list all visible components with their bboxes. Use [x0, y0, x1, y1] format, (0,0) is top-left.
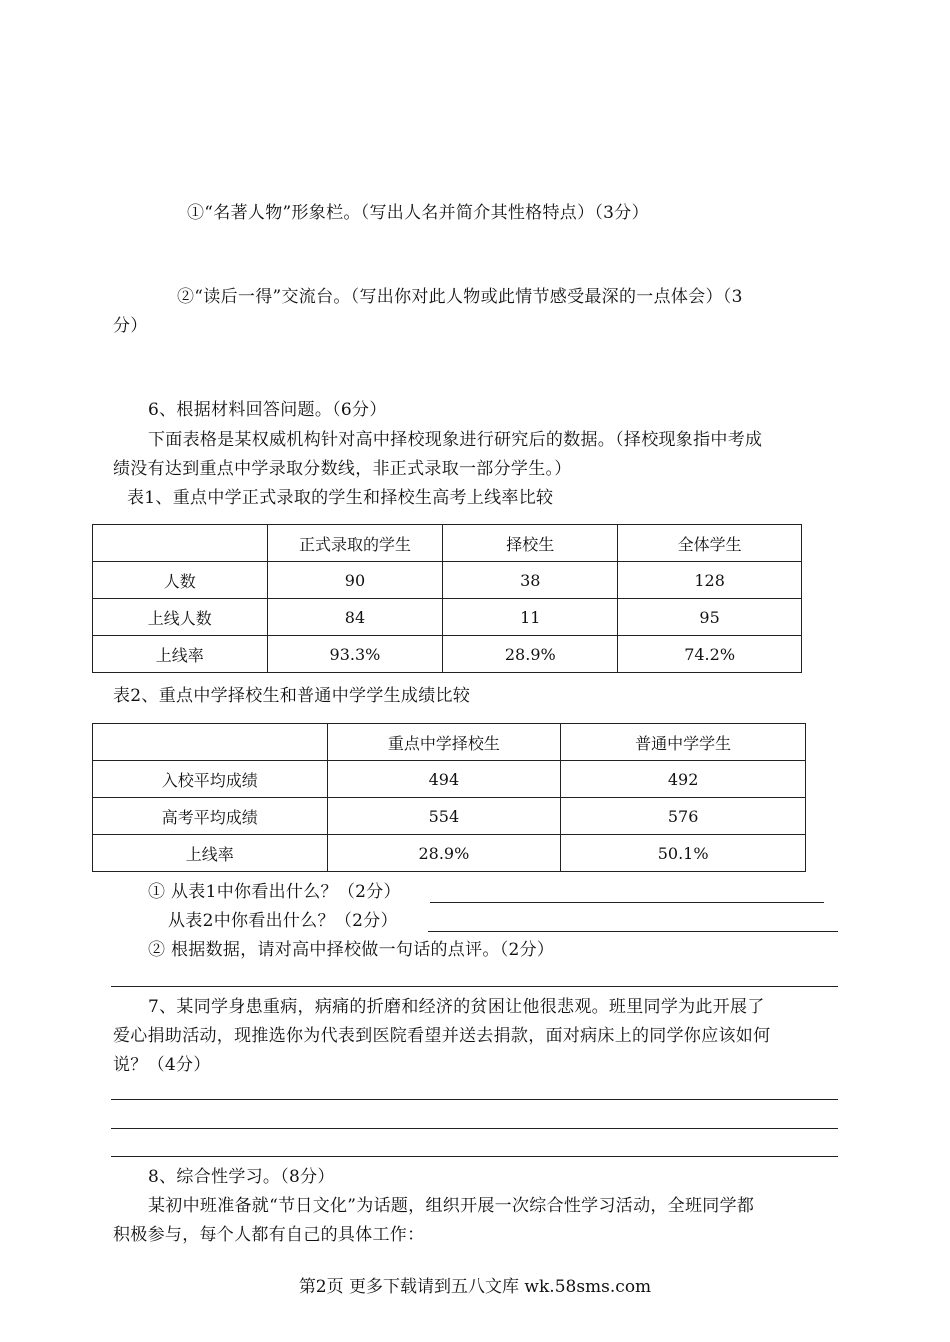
answer-line[interactable]	[428, 931, 838, 932]
table-cell: 人数	[93, 562, 268, 599]
table-cell: 上线人数	[93, 599, 268, 636]
table-cell: 84	[267, 599, 443, 636]
q5-item1: ①“名著人物”形象栏。（写出人名并简介其性格特点）（3分）	[187, 203, 649, 223]
table-cell: 554	[327, 798, 561, 835]
table-row	[93, 599, 802, 636]
table-cell: 576	[561, 798, 806, 835]
table-cell: 95	[618, 599, 802, 636]
q6-sub1b: 从表2中你看出什么？（2分）	[168, 911, 398, 931]
q6-title: 6、根据材料回答问题。（6分）	[148, 400, 387, 420]
q6-sub2: ② 根据数据，请对高中择校做一句话的点评。（2分）	[148, 940, 555, 960]
answer-line[interactable]	[111, 1099, 838, 1100]
q5-item2-line2: 分）	[113, 316, 148, 336]
q6-intro-line2: 绩没有达到重点中学录取分数线，非正式录取一部分学生。）	[113, 459, 572, 479]
table-cell: 128	[618, 562, 802, 599]
table-cell: 高考平均成绩	[93, 798, 328, 835]
answer-line[interactable]	[430, 902, 824, 903]
table-header-cell: 全体学生	[618, 525, 802, 562]
table-header-cell: 择校生	[443, 525, 618, 562]
table-header-cell	[93, 724, 328, 761]
table-cell: 93.3%	[267, 636, 443, 673]
table-row	[93, 835, 806, 872]
table1-header-row	[93, 525, 802, 562]
table-row	[93, 562, 802, 599]
table-cell: 90	[267, 562, 443, 599]
table-cell: 上线率	[93, 636, 268, 673]
table1-caption: 表1、重点中学正式录取的学生和择校生高考上线率比较	[127, 488, 554, 508]
table2-caption: 表2、重点中学择校生和普通中学学生成绩比较	[113, 686, 471, 706]
answer-line[interactable]	[111, 986, 838, 987]
table-row	[93, 798, 806, 835]
table-cell: 入校平均成绩	[93, 761, 328, 798]
q7-line2: 爱心捐助活动，现推选你为代表到医院看望并送去捐款，面对病床上的同学你应该如何	[113, 1026, 771, 1046]
answer-line[interactable]	[111, 1128, 838, 1129]
table-cell: 492	[561, 761, 806, 798]
table-row	[93, 761, 806, 798]
table2	[92, 723, 806, 872]
table-cell: 28.9%	[443, 636, 618, 673]
table-header-cell: 普通中学学生	[561, 724, 806, 761]
table1	[92, 524, 802, 673]
table-header-cell: 重点中学择校生	[327, 724, 561, 761]
q5-item2-line1: ②“读后一得”交流台。（写出你对此人物或此情节感受最深的一点体会）（3	[177, 287, 743, 307]
q8-line2: 积极参与，每个人都有自己的具体工作：	[113, 1225, 425, 1245]
table-cell: 11	[443, 599, 618, 636]
q7-line1: 7、某同学身患重病，病痛的折磨和经济的贫困让他很悲观。班里同学为此开展了	[148, 997, 765, 1017]
table-cell: 38	[443, 562, 618, 599]
q7-line3: 说？（4分）	[113, 1055, 211, 1075]
table-cell: 50.1%	[561, 835, 806, 872]
answer-line[interactable]	[111, 1156, 838, 1157]
table-cell: 28.9%	[327, 835, 561, 872]
table-header-cell	[93, 525, 268, 562]
q8-title: 8、综合性学习。（8分）	[148, 1167, 335, 1187]
q6-intro-line1: 下面表格是某权威机构针对高中择校现象进行研究后的数据。（择校现象指中考成	[148, 430, 763, 450]
table-cell: 74.2%	[618, 636, 802, 673]
table-cell: 494	[327, 761, 561, 798]
table-row	[93, 636, 802, 673]
q8-line1: 某初中班准备就“节日文化”为话题，组织开展一次综合性学习活动，全班同学都	[148, 1196, 755, 1216]
table-header-cell: 正式录取的学生	[267, 525, 443, 562]
page-footer: 第2页 更多下载请到五八文库 wk.58sms.com	[298, 1277, 652, 1297]
table2-header-row	[93, 724, 806, 761]
table-cell: 上线率	[93, 835, 328, 872]
q6-sub1a: ① 从表1中你看出什么？（2分）	[148, 882, 401, 902]
